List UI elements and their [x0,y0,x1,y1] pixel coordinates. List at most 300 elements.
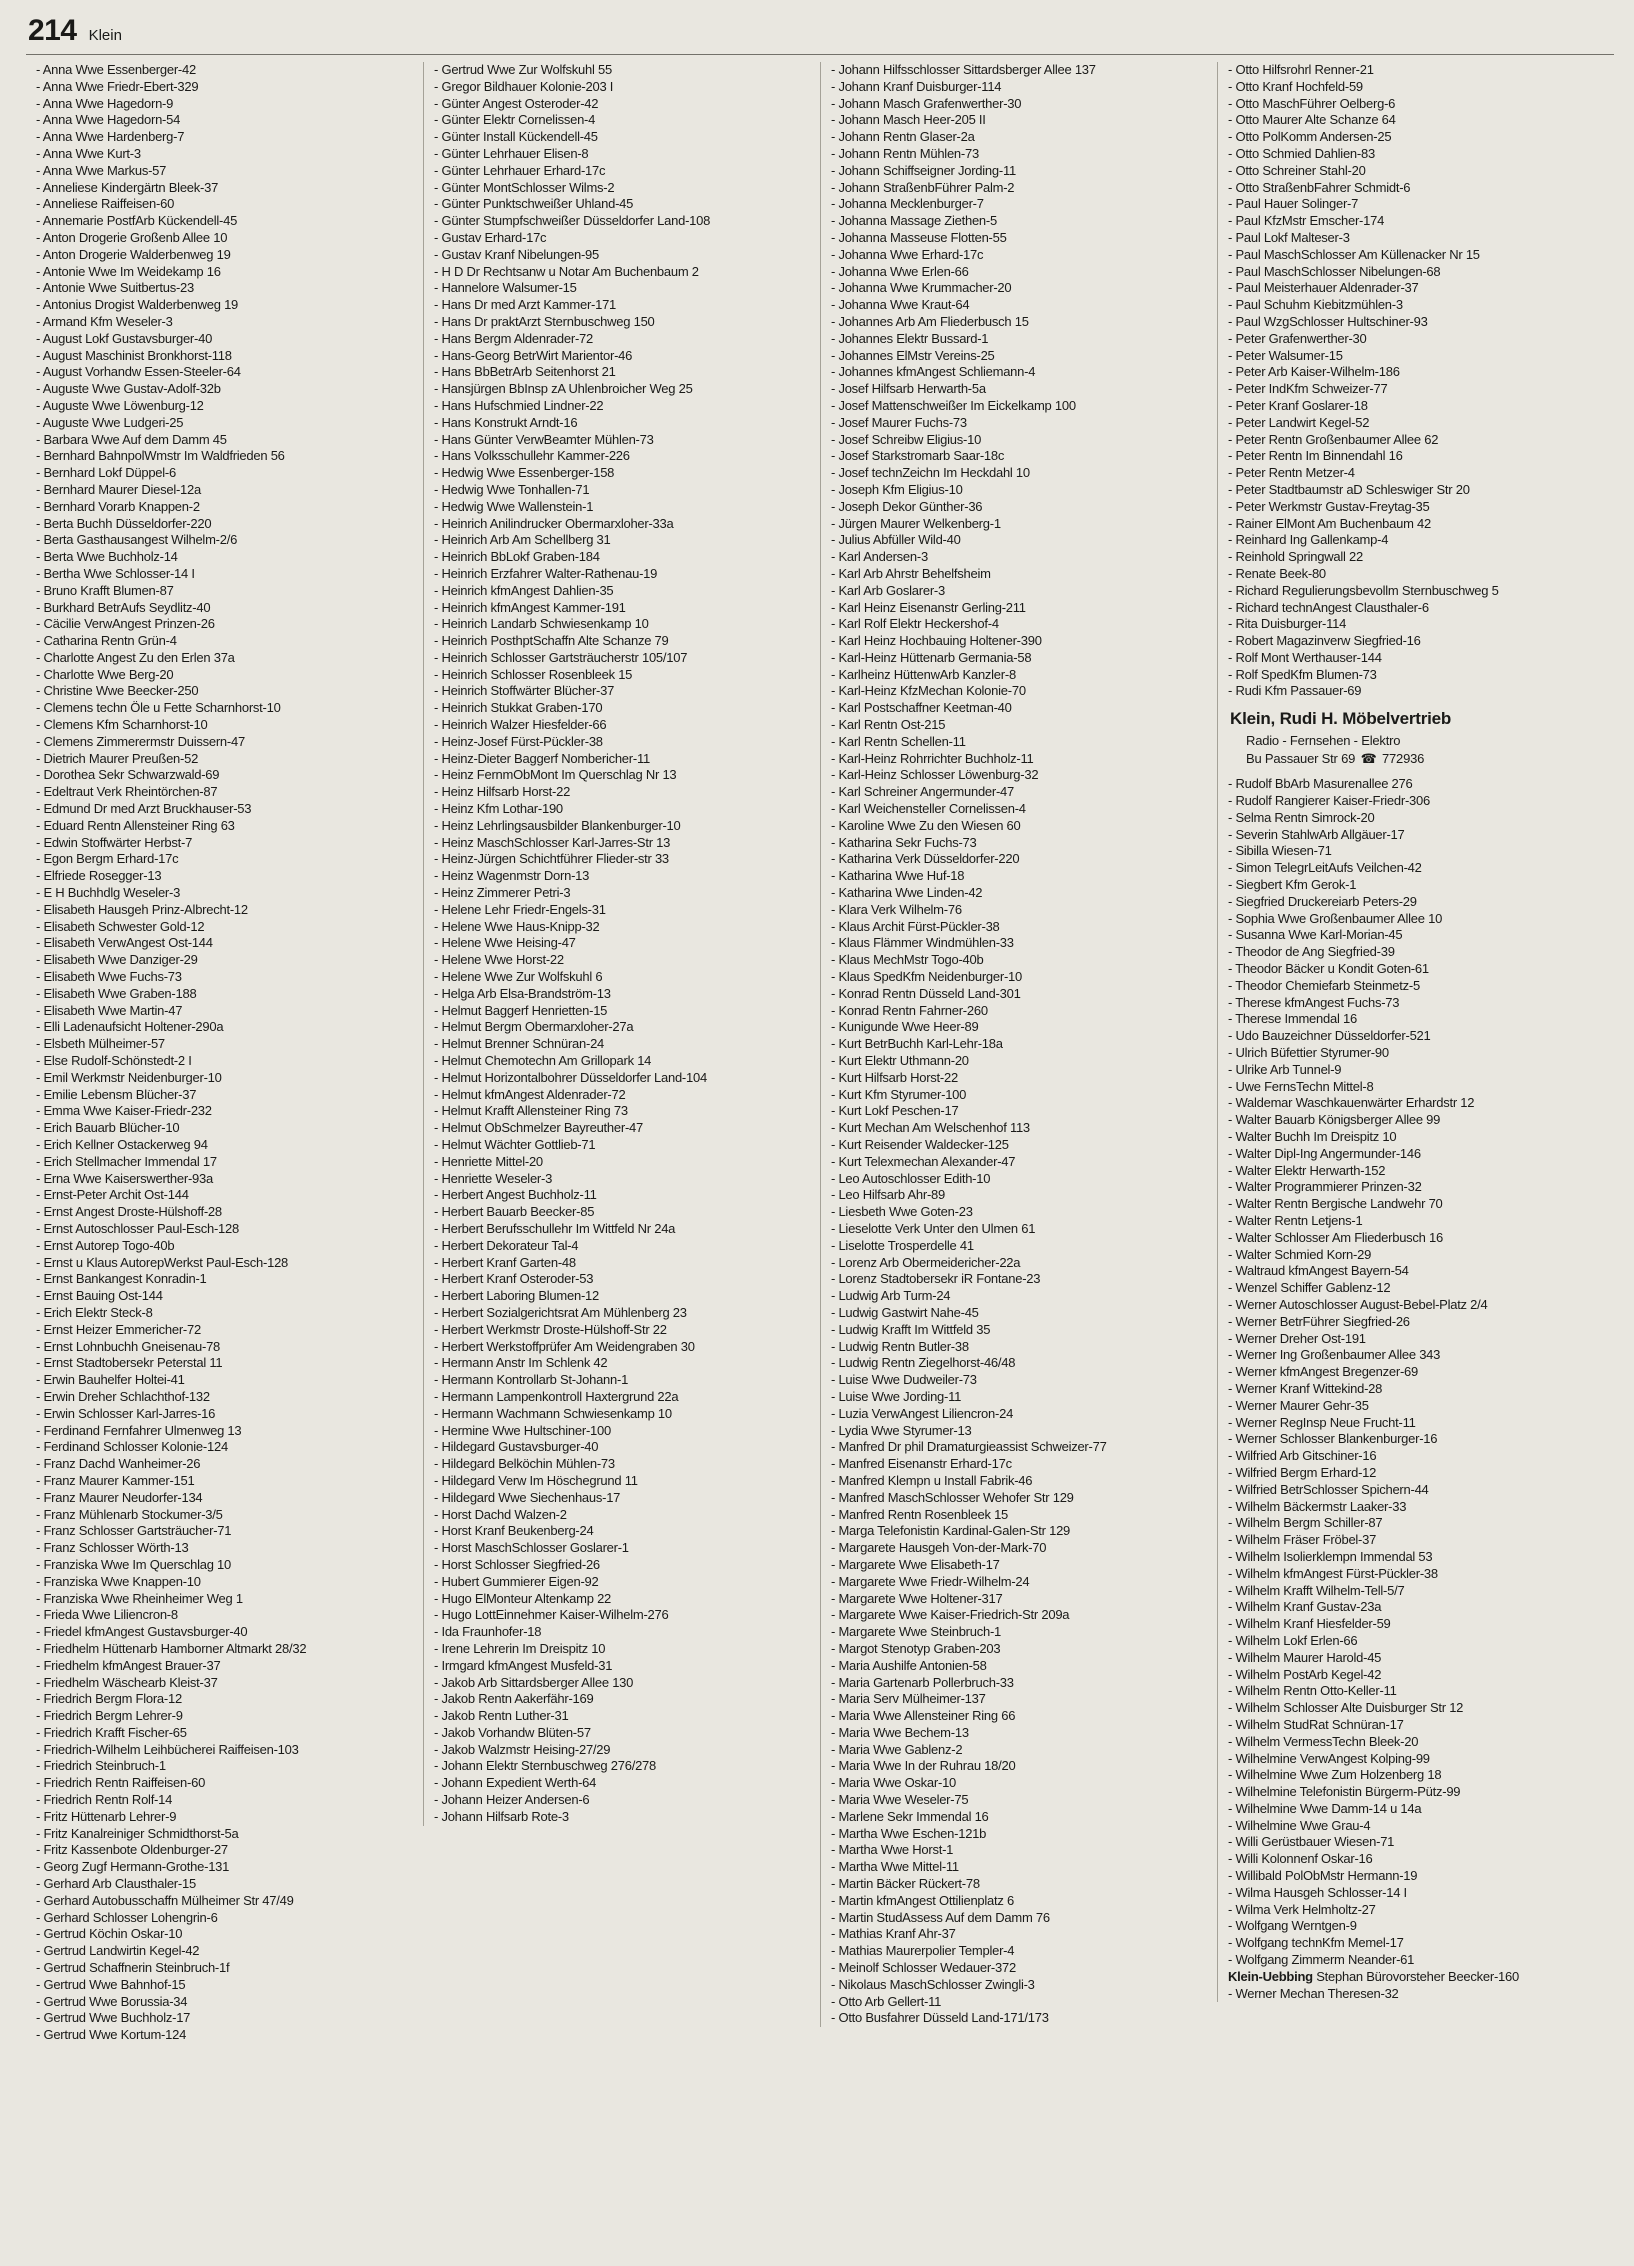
entry-dash: - [434,448,442,464]
directory-entry: - Bernhard Vorarb Knappen-2 [36,498,200,514]
entry-dash: - [1228,515,1236,531]
directory-entry: - Irene Lehrerin Im Dreispitz 10 [434,1640,606,1656]
entry-dash: - [36,347,43,363]
directory-entry: - Werner Autoschlosser August-Bebel-Platz 2/4 [1228,1296,1488,1312]
entry-dash: - [1228,843,1236,859]
directory-entry: - Walter Dipl-Ing Angermunder-146 [1228,1145,1421,1161]
entry-dash: - [36,448,44,464]
entry-dash: - [36,1422,44,1438]
entry-dash: - [36,1724,44,1740]
ad-address: Bu Passauer Str 69 [1246,751,1356,767]
directory-entry: - Franz Dachd Wanheimer-26 [36,1456,201,1472]
entry-dash: - [831,1607,839,1623]
entry-dash: - [36,1237,44,1253]
entry-dash: - [434,414,442,430]
page-header [26,14,1614,48]
directory-entry: - Kurt Telexmechan Alexander-47 [831,1153,1016,1169]
directory-entry: - Hansjürgen BbInsp zA Uhlenbroicher Weg 25 [434,381,693,397]
entry-dash: - [36,1775,44,1791]
entry-dash: - [831,1960,839,1976]
entry-dash: - [1228,162,1236,178]
entry-dash: - [434,1758,442,1774]
directory-entry: - Emil Werkmstr Neidenburger-10 [36,1069,222,1085]
entry-dash: - [434,851,442,867]
directory-entry: - Peter Arb Kaiser-Wilhelm-186 [1228,364,1400,380]
entry-dash: - [36,162,43,178]
directory-entry: - Jakob Walzmstr Heising-27/29 [434,1741,611,1757]
directory-entry: - Manfred Klempn u Install Fabrik-46 [831,1472,1033,1488]
directory-entry: - Josef Mattenschweißer Im Eickelkamp 100 [831,397,1076,413]
directory-entry: - Antonie Wwe Suitbertus-23 [36,280,195,296]
directory-entry: - Wolfgang Werntgen-9 [1228,1918,1357,1934]
entry-dash: - [831,582,839,598]
directory-entry: - Konrad Rentn Fahrner-260 [831,1002,988,1018]
entry-dash: - [1228,1817,1236,1833]
entry-dash: - [36,498,44,514]
entry-dash: - [434,1069,442,1085]
entry-dash: - [831,599,839,615]
entry-dash: - [434,1624,442,1640]
directory-entry: - Ernst Bankangest Konradin-1 [36,1271,207,1287]
directory-entry: - Nikolaus MaschSchlosser Zwingli-3 [831,1976,1035,1992]
entry-dash: - [1228,1129,1236,1145]
entry-dash: - [36,1271,44,1287]
entry-dash: - [831,1237,839,1253]
directory-entry: - Ulrike Arb Tunnel-9 [1228,1061,1342,1077]
entry-dash: - [831,129,839,145]
entry-dash: - [831,1758,839,1774]
entry-dash: - [36,465,44,481]
entry-dash: - [831,1220,839,1236]
entry-dash: - [831,1422,839,1438]
entry-dash: - [831,1741,839,1757]
directory-entry: - Heinrich kfmAngest Dahlien-35 [434,582,614,598]
directory-entry: - Auguste Wwe Löwenburg-12 [36,397,204,413]
entry-dash: - [434,834,442,850]
directory-entry: - Anna Wwe Hardenberg-7 [36,129,185,145]
page-header-surname: Klein [88,27,122,44]
entry-dash: - [434,1355,442,1371]
directory-entry: - Therese kfmAngest Fuchs-73 [1228,994,1400,1010]
directory-entry: - Ernst Bauing Ost-144 [36,1288,163,1304]
directory-entry: - Maria Wwe Weseler-75 [831,1792,969,1808]
directory-entry: - Günter MontSchlosser Wilms-2 [434,179,615,195]
entry-dash: - [831,213,839,229]
entry-dash: - [434,498,442,514]
directory-entry: - August Vorhandw Essen-Steeler-64 [36,364,241,380]
directory-entry: - Elisabeth VerwAngest Ost-144 [36,935,213,951]
entry-dash: - [831,1086,839,1102]
directory-entry: - Martin kfmAngest Ottilienplatz 6 [831,1892,1014,1908]
directory-entry: - Berta Wwe Buchholz-14 [36,549,178,565]
directory-entry: - Friedhelm Hüttenarb Hamborner Altmarkt 28/32 [36,1640,307,1656]
entry-dash: - [831,313,839,329]
entry-dash: - [1228,465,1236,481]
entry-dash: - [1228,481,1236,497]
entry-dash: - [434,817,442,833]
directory-entry: - Klaus MechMstr Togo-40b [831,952,984,968]
directory-entry: - Annemarie PostfArb Kückendell-45 [36,213,238,229]
directory-entry: - Werner Ing Großenbaumer Allee 343 [1228,1347,1441,1363]
entry-dash: - [831,112,839,128]
directory-entry: - Wilfried Arb Gitschiner-16 [1228,1448,1377,1464]
entry-dash: - [434,1187,442,1203]
directory-entry: - Ludwig Rentn Ziegelhorst-46/48 [831,1355,1016,1371]
directory-entry: - Erich Bauarb Blücher-10 [36,1120,180,1136]
entry-dash: - [831,1976,839,1992]
directory-entry: - Otto Maurer Alte Schanze 64 [1228,112,1396,128]
directory-entry: - Werner kfmAngest Bregenzer-69 [1228,1364,1418,1380]
entry-dash: - [36,1036,44,1052]
directory-entry: - Siegfried Druckereiarb Peters-29 [1228,893,1417,909]
entry-dash: - [36,1825,44,1841]
directory-entry: - Rolf SpedKfm Blumen-73 [1228,666,1377,682]
entry-dash: - [434,112,442,128]
directory-entry: - Kurt Kfm Styrumer-100 [831,1086,967,1102]
directory-entry: - Paul Hauer Solinger-7 [1228,196,1359,212]
entry-dash: - [36,1657,44,1673]
directory-entry: - Otto Busfahrer Düsseld Land-171/173 [831,2010,1049,2026]
directory-entry: - Johannes Arb Am Fliederbusch 15 [831,313,1029,329]
entry-dash: - [831,1489,839,1505]
directory-entry: - Edmund Dr med Arzt Bruckhauser-53 [36,801,252,817]
directory-entry: - Bernhard Lokf Düppel-6 [36,465,176,481]
entry-dash: - [434,969,442,985]
entry-dash: - [36,112,43,128]
directory-entry: - Paul KfzMstr Emscher-174 [1228,213,1385,229]
directory-entry: - Wenzel Schiffer Gablenz-12 [1228,1280,1391,1296]
directory-entry: - Luise Wwe Jording-11 [831,1388,962,1404]
directory-column-3 [820,62,1217,2027]
entry-dash: - [434,1573,442,1589]
entry-dash: - [1228,1616,1236,1632]
entry-dash: - [434,1556,442,1572]
directory-entry: - Kurt Lokf Peschen-17 [831,1103,959,1119]
directory-entry: - Erwin Dreher Schlachthof-132 [36,1388,210,1404]
entry-dash: - [831,1372,839,1388]
entry-dash: - [36,1187,44,1203]
entry-dash: - [434,229,442,245]
entry-dash: - [1228,1800,1236,1816]
entry-dash: - [36,229,43,245]
directory-entry: - Wilhelmine Wwe Zum Holzenberg 18 [1228,1767,1442,1783]
directory-entry: - Franz Mühlenarb Stockumer-3/5 [36,1506,223,1522]
directory-entry: - Helmut kfmAngest Aldenrader-72 [434,1086,626,1102]
entry-dash: - [1228,893,1236,909]
directory-entry: - Severin StahlwArb Allgäuer-17 [1228,826,1405,842]
entry-dash: - [36,1355,44,1371]
directory-entry: - Edwin Stoffwärter Herbst-7 [36,834,193,850]
directory-entry: - Hans-Georg BetrWirt Marientor-46 [434,347,633,363]
entry-dash: - [831,1825,839,1841]
directory-entry: - Peter Walsumer-15 [1228,347,1343,363]
entry-dash: - [1228,1061,1236,1077]
entry-dash: - [1228,1767,1236,1783]
directory-entry: - Herbert Dekorateur Tal-4 [434,1237,579,1253]
entry-dash: - [36,1943,44,1959]
entry-dash: - [1228,1532,1236,1548]
directory-entry: - Clemens techn Öle u Fette Scharnhorst-10 [36,700,281,716]
directory-entry: - Karl Heinz Eisenanstr Gerling-211 [831,599,1026,615]
directory-entry: - Karl Arb Ahrstr Behelfsheim [831,565,991,581]
entry-dash: - [1228,1985,1236,2001]
entry-dash: - [1228,549,1236,565]
entry-dash: - [1228,1263,1236,1279]
entry-dash: - [36,330,43,346]
entry-dash: - [831,481,839,497]
entry-dash: - [434,1170,442,1186]
entry-dash: - [831,1624,839,1640]
directory-entry: - Clemens Zimmerermstr Duissern-47 [36,733,245,749]
entry-dash: - [831,1523,839,1539]
directory-entry: - Herbert Angest Buchholz-11 [434,1187,597,1203]
entry-dash: - [1228,381,1236,397]
directory-entry: - Heinz Zimmerer Petri-3 [434,885,571,901]
directory-entry: - Wilhelmine Telefonistin Bürgerm-Pütz-99 [1228,1784,1461,1800]
entry-dash: - [434,750,442,766]
directory-entry: - Heinrich Stukkat Graben-170 [434,700,603,716]
entry-dash: - [434,1137,442,1152]
entry-dash: - [434,213,442,229]
entry-dash: - [1228,397,1236,413]
entry-dash: - [1228,977,1236,993]
entry-dash: - [1228,263,1236,279]
directory-entry: - Hildegard Gustavsburger-40 [434,1439,599,1455]
entry-dash: - [434,1590,442,1606]
directory-entry: - Werner Maurer Gehr-35 [1228,1397,1369,1413]
entry-dash: - [36,1573,44,1589]
directory-entry: - Armand Kfm Weseler-3 [36,313,173,329]
entry-dash: - [831,801,839,817]
directory-entry: - Franz Maurer Neudorfer-134 [36,1489,203,1505]
directory-entry: - Wilhelm Bergm Schiller-87 [1228,1515,1383,1531]
directory-entry: - Barbara Wwe Auf dem Damm 45 [36,431,227,447]
directory-entry: - Friedhelm Wäschearb Kleist-37 [36,1674,218,1690]
entry-dash: - [36,901,44,917]
directory-entry: - Martin Bäcker Rückert-78 [831,1876,980,1892]
directory-entry: - Karl Rentn Ost-215 [831,717,946,733]
directory-entry: - Hermann Lampenkontroll Haxtergrund 22a [434,1388,679,1404]
entry-dash: - [1228,1196,1236,1212]
directory-entry: - Irmgard kfmAngest Musfeld-31 [434,1657,613,1673]
directory-entry: - Karl Rolf Elektr Heckershof-4 [831,616,999,632]
entry-dash: - [831,1036,839,1052]
directory-entry: - Heinz-Dieter Baggerf Nombericher-11 [434,750,650,766]
entry-dash: - [1228,1246,1236,1262]
entry-dash: - [831,1859,839,1875]
entry-dash: - [1228,1632,1236,1648]
column-4-entries-before-ad [1228,62,1605,700]
entry-dash: - [36,1640,44,1656]
directory-entry: - Anna Wwe Friedr-Ebert-329 [36,78,199,94]
entry-dash: - [434,901,442,917]
entry-dash: - [434,1792,442,1808]
entry-dash: - [1228,826,1236,842]
directory-entry: - Manfred Eisenanstr Erhard-17c [831,1456,1012,1472]
entry-dash: - [831,1909,839,1925]
entry-dash: - [1228,582,1236,598]
ad-klein-rudi-moebelvertrieb [1228,709,1605,767]
entry-dash: - [36,532,44,548]
directory-entry: - Martha Wwe Horst-1 [831,1842,954,1858]
entry-dash: - [36,1808,44,1824]
entry-dash: - [1228,1884,1236,1900]
directory-entry: - Henriette Mittel-20 [434,1153,543,1169]
directory-entry: - Eduard Rentn Allensteiner Ring 63 [36,817,235,833]
directory-entry: - Johanna Massage Ziethen-5 [831,213,997,229]
entry-dash: - [1228,1280,1236,1296]
entry-dash: - [36,1607,44,1623]
directory-entry: - Peter Kranf Goslarer-18 [1228,397,1368,413]
directory-entry: - Johann Expedient Werth-64 [434,1775,597,1791]
directory-entry: - Simon TelegrLeitAufs Veilchen-42 [1228,860,1422,876]
entry-dash: - [1228,229,1236,245]
directory-entry: - Wilhelm StudRat Schnüran-17 [1228,1716,1404,1732]
entry-dash: - [831,1338,839,1354]
directory-columns [26,54,1614,2044]
entry-dash: - [36,599,44,615]
entry-dash: - [1228,297,1236,313]
directory-entry: - Elisabeth Wwe Fuchs-73 [36,969,182,985]
entry-dash: - [36,414,43,430]
directory-entry: - Wilhelm Bäckermstr Laaker-33 [1228,1498,1407,1514]
directory-entry: - Otto Kranf Hochfeld-59 [1228,78,1363,94]
entry-dash: - [1228,1078,1236,1094]
entry-dash: - [434,885,442,901]
entry-dash: - [36,515,44,531]
entry-dash: - [1228,910,1236,926]
directory-entry: - Ernst Angest Droste-Hülshoff-28 [36,1204,222,1220]
entry-dash: - [36,1708,44,1724]
directory-entry: - Jürgen Maurer Welkenberg-1 [831,515,1001,531]
entry-dash: - [36,1489,44,1505]
directory-entry: - Maria Aushilfe Antonien-58 [831,1657,987,1673]
page-number: 214 [28,14,77,47]
entry-dash: - [434,481,442,497]
entry-dash: - [1228,1683,1236,1699]
entry-dash: - [434,532,442,548]
directory-entry: - Herbert Berufsschullehr Im Wittfeld Nr 24a [434,1220,676,1236]
directory-entry: - Joseph Dekor Günther-36 [831,498,983,514]
directory-entry: - Paul MaschSchlosser Am Küllenacker Nr 15 [1228,246,1480,262]
directory-entry: - Walter Schlosser Am Fliederbusch 16 [1228,1229,1443,1245]
directory-entry: - Hans Konstrukt Arndt-16 [434,414,578,430]
directory-entry: - Ernst Heizer Emmericher-72 [36,1321,201,1337]
entry-dash: - [434,1456,442,1472]
directory-entry: - Horst Schlosser Siegfried-26 [434,1556,600,1572]
entry-dash: - [1228,1364,1236,1380]
directory-entry: - Karlheinz HüttenwArb Kanzler-8 [831,666,1016,682]
entry-dash: - [831,666,839,682]
directory-entry: - Ernst Autoschlosser Paul-Esch-128 [36,1220,239,1236]
entry-dash: - [434,1153,442,1169]
entry-dash: - [831,834,839,850]
directory-entry: - Hans Bergm Aldenrader-72 [434,330,593,346]
directory-entry: - Wilfried Bergm Erhard-12 [1228,1464,1377,1480]
phone-icon: ☎ [1360,751,1377,767]
directory-entry: - Gustav Kranf Nibelungen-95 [434,246,599,262]
directory-entry: - Antonius Drogist Walderbenweg 19 [36,297,239,313]
entry-dash: - [1228,1481,1236,1497]
entry-dash: - [1228,78,1236,94]
entry-dash: - [36,1472,44,1488]
directory-entry: - Katharina Verk Düsseldorfer-220 [831,851,1020,867]
entry-dash: - [1228,1868,1236,1884]
directory-entry: - Hedwig Wwe Tonhallen-71 [434,481,590,497]
entry-dash: - [434,1204,442,1220]
entry-dash: - [1228,994,1236,1010]
directory-entry: - Hedwig Wwe Essenberger-158 [434,465,615,481]
directory-entry: - Wilhelm Kranf Gustav-23a [1228,1599,1382,1615]
entry-dash: - [36,179,43,195]
entry-dash: - [36,834,44,850]
entry-dash: - [831,1304,839,1320]
entry-dash: - [831,1775,839,1791]
directory-entry: - Jakob Rentn Aakerfähr-169 [434,1691,594,1707]
directory-entry: - Herbert Laboring Blumen-12 [434,1288,599,1304]
entry-dash: - [831,145,839,161]
entry-dash: - [831,1271,839,1287]
entry-dash: - [831,1540,839,1556]
entry-dash: - [434,1120,442,1136]
entry-dash: - [36,1506,44,1522]
directory-entry: - Johanna Mecklenburger-7 [831,196,984,212]
directory-entry: - Herbert Kranf Osteroder-53 [434,1271,594,1287]
entry-dash: - [434,1741,442,1757]
directory-entry: - Elisabeth Hausgeh Prinz-Albrecht-12 [36,901,248,917]
entry-dash: - [434,1439,442,1455]
entry-dash: - [1228,1952,1236,1968]
entry-dash: - [434,364,442,380]
directory-entry: - Johann Masch Heer-205 II [831,112,986,128]
directory-entry: - Theodor Bäcker u Kondit Goten-61 [1228,961,1429,977]
directory-entry: - Helmut Brenner Schnüran-24 [434,1036,605,1052]
entry-dash: - [1228,1011,1236,1027]
directory-entry: - Dorothea Sekr Schwarzwald-69 [36,767,220,783]
entry-dash: - [434,582,442,598]
directory-entry: - Willi Gerüstbauer Wiesen-71 [1228,1834,1395,1850]
directory-entry: - Helmut Bergm Obermarxloher-27a [434,1019,634,1035]
directory-entry: - Heinrich Anilindrucker Obermarxloher-33a [434,515,674,531]
entry-dash: - [36,213,43,229]
entry-dash: - [831,985,839,1001]
directory-entry: - Bernhard BahnpolWmstr Im Waldfrieden 56 [36,448,285,464]
directory-entry: - Helmut Wächter Gottlieb-71 [434,1137,596,1152]
directory-entry: - Rudolf Rangierer Kaiser-Friedr-306 [1228,793,1430,809]
entry-dash: - [36,851,44,867]
entry-dash: - [831,448,839,464]
entry-dash: - [434,649,442,665]
entry-dash: - [1228,1296,1236,1312]
directory-entry: - Maria Wwe Oskar-10 [831,1775,957,1791]
directory-entry: - Friedrich Steinbruch-1 [36,1758,166,1774]
directory-entry: - Gertrud Wwe Zur Wolfskuhl 55 [434,62,612,77]
entry-dash: - [36,145,43,161]
entry-dash: - [36,1439,44,1455]
directory-entry: - Fritz Hüttenarb Lehrer-9 [36,1808,177,1824]
directory-entry: - Reinhard Ing Gallenkamp-4 [1228,532,1389,548]
directory-entry: - Ernst Autorep Togo-40b [36,1237,175,1253]
entry-dash: - [831,364,839,380]
directory-entry: - Werner BetrFührer Siegfried-26 [1228,1313,1410,1329]
entry-dash: - [831,95,839,111]
directory-entry: - Peter Rentn Im Binnendahl 16 [1228,448,1403,464]
directory-entry: - Anna Wwe Kurt-3 [36,145,141,161]
directory-entry: - Kurt Reisender Waldecker-125 [831,1137,1009,1152]
entry-dash: - [831,280,839,296]
entry-dash: - [434,633,442,649]
directory-entry: - Franz Schlosser Gartsträucher-71 [36,1523,232,1539]
